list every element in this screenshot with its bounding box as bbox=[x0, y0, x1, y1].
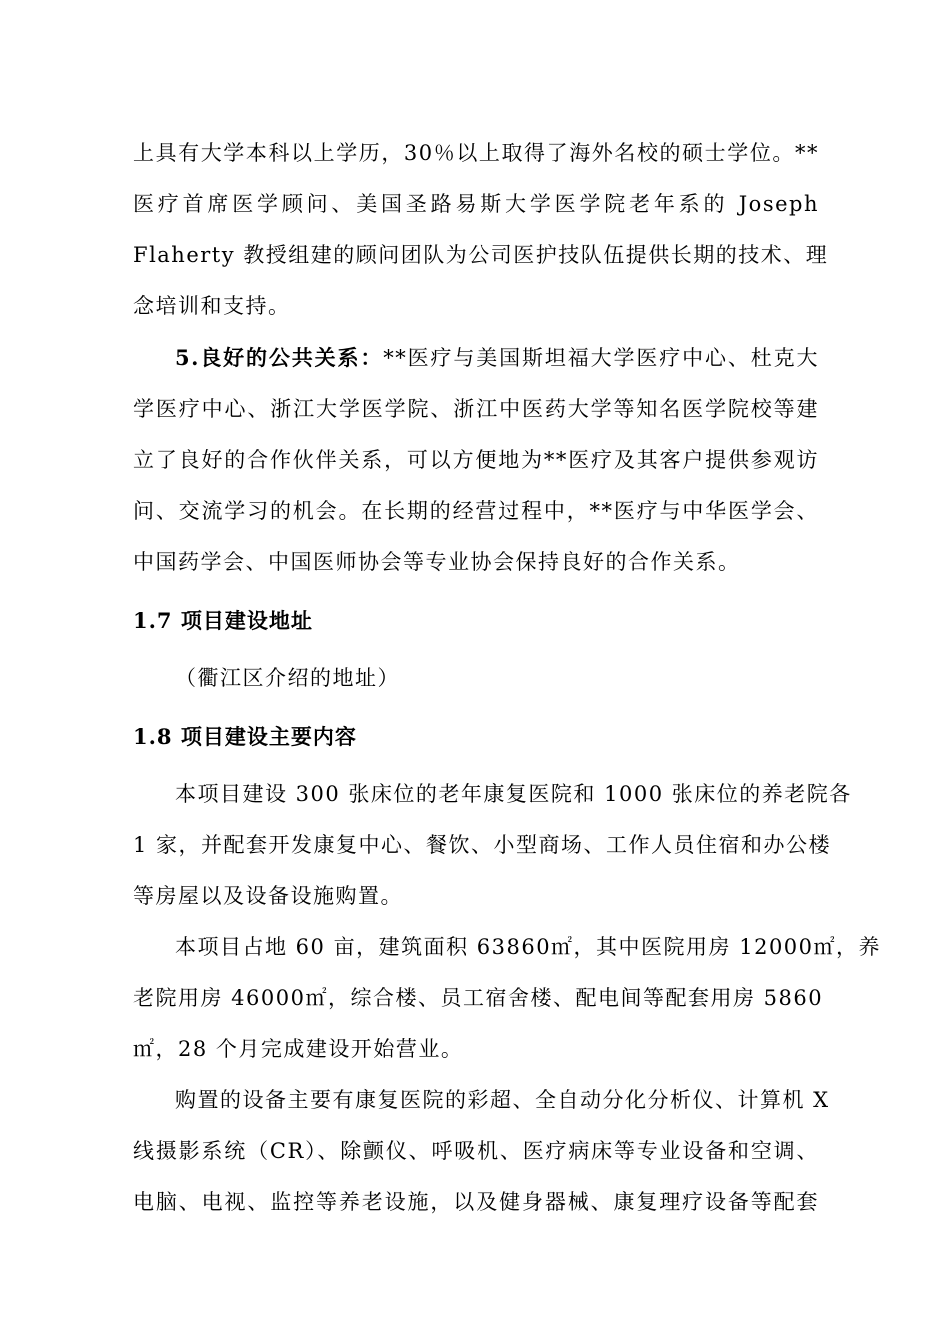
text-line: 问、交流学习的机会。在长期的经营过程中，**医疗与中华医学会、 bbox=[133, 499, 819, 523]
text-line: 本项目占地 60 亩，建筑面积 63860㎡，其中医院用房 12000㎡，养 bbox=[175, 935, 882, 959]
text-line: 购置的设备主要有康复医院的彩超、全自动分化分析仪、计算机 X bbox=[175, 1088, 830, 1112]
text-line: 念培训和支持。 bbox=[133, 294, 291, 318]
paragraph-equipment bbox=[133, 1075, 830, 1228]
text-line: ㎡，28 个月完成建设开始营业。 bbox=[133, 1037, 464, 1061]
text-line: 立了良好的合作伙伴关系，可以方便地为**医疗及其客户提供参观访 bbox=[133, 448, 819, 472]
text-line: 医疗首席医学顾问、美国圣路易斯大学医学院老年系的 Joseph bbox=[133, 192, 819, 216]
item-lead: 5.良好的公共关系： bbox=[175, 345, 384, 370]
text-line-rest: **医疗与美国斯坦福大学医疗中心、杜克大 bbox=[383, 346, 819, 370]
paragraph-construction-scope bbox=[133, 769, 852, 922]
text-line: 中国药学会、中国医师协会等专业协会保持良好的合作关系。 bbox=[133, 550, 741, 574]
paragraph-consultants bbox=[133, 128, 829, 332]
text-line: 老院用房 46000㎡，综合楼、员工宿舍楼、配电间等配套用房 5860 bbox=[133, 986, 824, 1010]
paragraph-land-area bbox=[133, 922, 882, 1075]
text-line: 电脑、电视、监控等养老设施，以及健身器械、康复理疗设备等配套 bbox=[133, 1190, 819, 1214]
text-line: 本项目建设 300 张床位的老年康复医院和 1000 张床位的养老院各 bbox=[175, 782, 852, 806]
document-body bbox=[133, 128, 882, 1228]
section-heading-1-8: 1.8 项目建设主要内容 bbox=[133, 724, 357, 749]
section-heading-1-7: 1.7 项目建设地址 bbox=[133, 608, 313, 633]
text-line: Flaherty 教授组建的顾问团队为公司医护技队伍提供长期的技术、理 bbox=[133, 243, 829, 267]
text-line: 等房屋以及设备设施购置。 bbox=[133, 884, 403, 908]
project-address: （衢江区介绍的地址） bbox=[175, 666, 400, 690]
text-line bbox=[133, 332, 819, 384]
text-line: 学医疗中心、浙江大学医学院、浙江中医药大学等知名医学院校等建 bbox=[133, 397, 819, 421]
text-line: 1 家，并配套开发康复中心、餐饮、小型商场、工作人员住宿和办公楼 bbox=[133, 833, 832, 857]
text-line: 线摄影系统（CR）、除颤仪、呼吸机、医疗病床等专业设备和空调、 bbox=[133, 1139, 819, 1163]
text-line: 上具有大学本科以上学历，30％以上取得了海外名校的硕士学位。** bbox=[133, 141, 819, 165]
paragraph-public-relations bbox=[133, 332, 819, 588]
